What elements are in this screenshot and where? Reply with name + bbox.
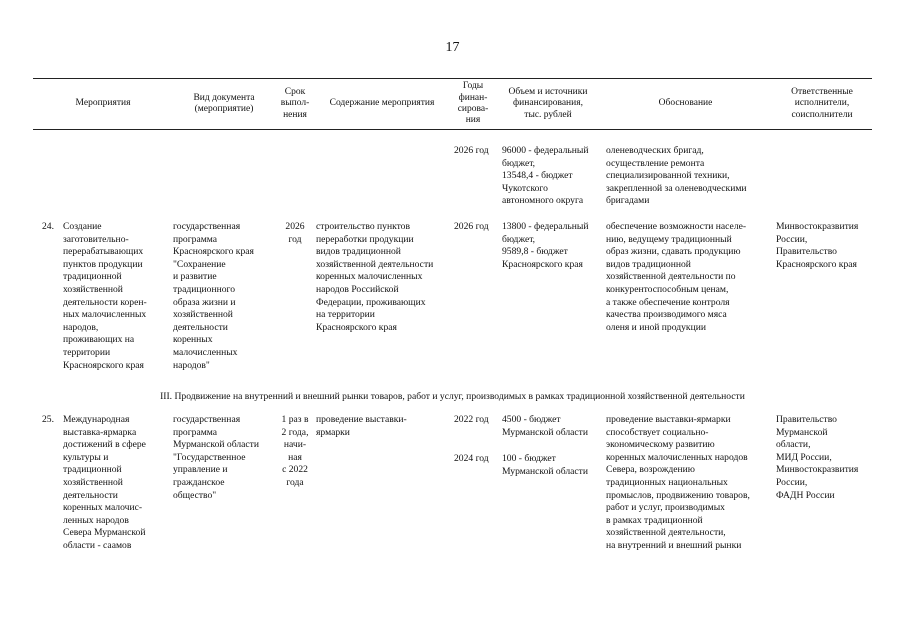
header-document-type: Вид документа (мероприятие) — [193, 92, 255, 114]
header-bottom-rule — [33, 129, 872, 130]
header-events: Мероприятия — [75, 98, 131, 109]
cell-justification: проведение выставки-ярмарки способствует социально- экономическому развитию коренных малочисленных народов Севера, возрождению традиционных национальных промыслов, продвижению товаров, работ и услуг, производимых в рамках традиционной хозяйственной деятельности, на внутренний и внешний рынки — [606, 414, 750, 551]
header-funding-sources: Объем и источники финансирования, тыс. рублей — [508, 86, 588, 120]
cell-years: 2026 год — [454, 145, 489, 156]
cell-years-2024: 2024 год — [454, 453, 489, 464]
cell-term: 1 раз в 2 года, начи- ная с 2022 года — [281, 414, 309, 488]
row-number: 25. — [42, 414, 54, 425]
cell-document-type: государственная программа Мурманской области "Государственное управление и гражданское общество" — [173, 414, 259, 501]
header-responsible: Ответственные исполнители, соисполнители — [791, 86, 853, 120]
cell-responsible: Правительство Мурманской области, МИД России, Минвостокразвития России, ФАДН России — [776, 414, 859, 501]
cell-content: строительство пунктов переработки продукции видов традиционной хозяйственной деятельности коренных малочисленных народов Российской Федерации, проживающих на территории Красноярского края — [316, 221, 434, 333]
cell-years: 2026 год — [454, 221, 489, 232]
header-justification: Обоснование — [658, 98, 713, 109]
cell-funding-2022: 4500 - бюджет Мурманской области — [502, 414, 588, 438]
cell-justification: обеспечение возможности населе- нию, ведущему традиционный образ жизни, сдавать продукцию видов традиционной хозяйственной деятельности по конкурентоспособным ценам, а также обеспечение контроля качества производимого мяса оленя и иной продукции — [606, 221, 747, 333]
cell-funding: 96000 - федеральный бюджет, 13548,4 - бюджет Чукотского автономного округа — [502, 145, 589, 207]
page-number: 17 — [445, 40, 460, 55]
cell-funding-2024: 100 - бюджет Мурманской области — [502, 453, 588, 477]
cell-event: Создание заготовительно- перерабатывающих пунктов продукции традиционной хозяйственной деятельности корен- ных малочисленных народов, проживающих на территории Красноярского края — [63, 221, 147, 371]
cell-document-type: государственная программа Красноярского края "Сохранение и развитие традиционного образа жизни и хозяйственной деятельности коренных малочисленных народов" — [173, 221, 254, 371]
cell-years-2022: 2022 год — [454, 414, 489, 425]
header-term: Срок выпол- нения — [280, 86, 310, 120]
header-funding-years: Годы финан- сирова- ния — [457, 81, 489, 126]
row-number: 24. — [42, 221, 54, 232]
cell-funding: 13800 - федеральный бюджет, 9589,8 - бюджет Красноярского края — [502, 221, 589, 270]
cell-justification: оленеводческих бригад, осуществление ремонта специализированной техники, закрепленной за оленеводческими бригадами — [606, 145, 747, 207]
cell-event: Международная выставка-ярмарка достижений в сфере культуры и традиционной хозяйственной деятельности коренных малочис- ленных народов Севера Мурманской области - саамов — [63, 414, 146, 551]
cell-term: 2026 год — [285, 221, 305, 245]
cell-content: проведение выставки- ярмарки — [316, 414, 407, 438]
cell-responsible: Минвостокразвития России, Правительство Красноярского края — [776, 221, 859, 270]
section-heading: III. Продвижение на внутренний и внешний рынки товаров, работ и услуг, производимых в рамках традиционной хозяйственной деятельности — [160, 391, 745, 402]
header-content: Содержание мероприятия — [329, 98, 435, 109]
